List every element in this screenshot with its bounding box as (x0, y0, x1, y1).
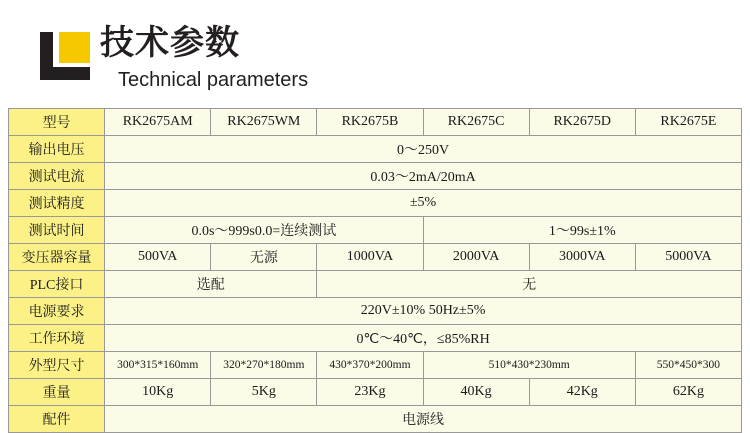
table-cell: 2000VA (423, 244, 529, 271)
table-cell: 0.03～2mA/20mA (105, 163, 742, 190)
table-cell: 500VA (105, 244, 211, 271)
table-row (9, 325, 742, 352)
table-cell: 320*270*180mm (211, 352, 317, 379)
table-cell: 40Kg (423, 379, 529, 406)
table-cell: 无 (317, 271, 742, 298)
row-label: 外型尺寸 (9, 352, 105, 379)
table-cell: 3000VA (529, 244, 635, 271)
table-row (9, 109, 742, 136)
table-cell: 220V±10% 50Hz±5% (105, 298, 742, 325)
row-label: 电源要求 (9, 298, 105, 325)
row-label: 测试电流 (9, 163, 105, 190)
table-row (9, 190, 742, 217)
table-cell: 5Kg (211, 379, 317, 406)
table-cell: 62Kg (635, 379, 741, 406)
table-cell: RK2675WM (211, 109, 317, 136)
row-label: 测试时间 (9, 217, 105, 244)
table-cell: 1000VA (317, 244, 423, 271)
table-row (9, 163, 742, 190)
table-row (9, 136, 742, 163)
table-cell: ±5% (105, 190, 742, 217)
table-cell: 电源线 (105, 406, 742, 433)
table-cell: 1～99s±1% (423, 217, 741, 244)
table-row (9, 406, 742, 433)
table-cell: 510*430*230mm (423, 352, 635, 379)
table-row (9, 352, 742, 379)
table-row (9, 379, 742, 406)
table-row (9, 217, 742, 244)
page-title: 技术参数 (100, 24, 240, 62)
row-label: 测试精度 (9, 190, 105, 217)
row-label: 工作环境 (9, 325, 105, 352)
table-cell: RK2675B (317, 109, 423, 136)
table-cell: 42Kg (529, 379, 635, 406)
row-label: 配件 (9, 406, 105, 433)
table-cell: RK2675D (529, 109, 635, 136)
table-cell: 430*370*200mm (317, 352, 423, 379)
table-cell: RK2675AM (105, 109, 211, 136)
row-label: 型号 (9, 109, 105, 136)
table-cell: 选配 (105, 271, 317, 298)
row-label: 输出电压 (9, 136, 105, 163)
table-cell: RK2675C (423, 109, 529, 136)
row-label: 变压器容量 (9, 244, 105, 271)
table-cell: 23Kg (317, 379, 423, 406)
specifications-table (8, 108, 742, 433)
logo-square (59, 32, 90, 63)
table-cell: 300*315*160mm (105, 352, 211, 379)
table-cell: 5000VA (635, 244, 741, 271)
table-row (9, 271, 742, 298)
table-cell: 0.0s～999s0.0=连续测试 (105, 217, 423, 244)
logo-bar-bottom (40, 67, 90, 80)
table-row (9, 244, 742, 271)
table-cell: 无源 (211, 244, 317, 271)
table-cell: RK2675E (635, 109, 741, 136)
page-subtitle: Technical parameters (118, 69, 309, 91)
table-cell: 0～250V (105, 136, 742, 163)
row-label: 重量 (9, 379, 105, 406)
row-label: PLC接口 (9, 271, 105, 298)
table-cell: 550*450*300 (635, 352, 741, 379)
table-row (9, 298, 742, 325)
table-cell: 0℃～40℃，≤85%RH (105, 325, 742, 352)
table-cell: 10Kg (105, 379, 211, 406)
logo-icon (40, 32, 90, 80)
